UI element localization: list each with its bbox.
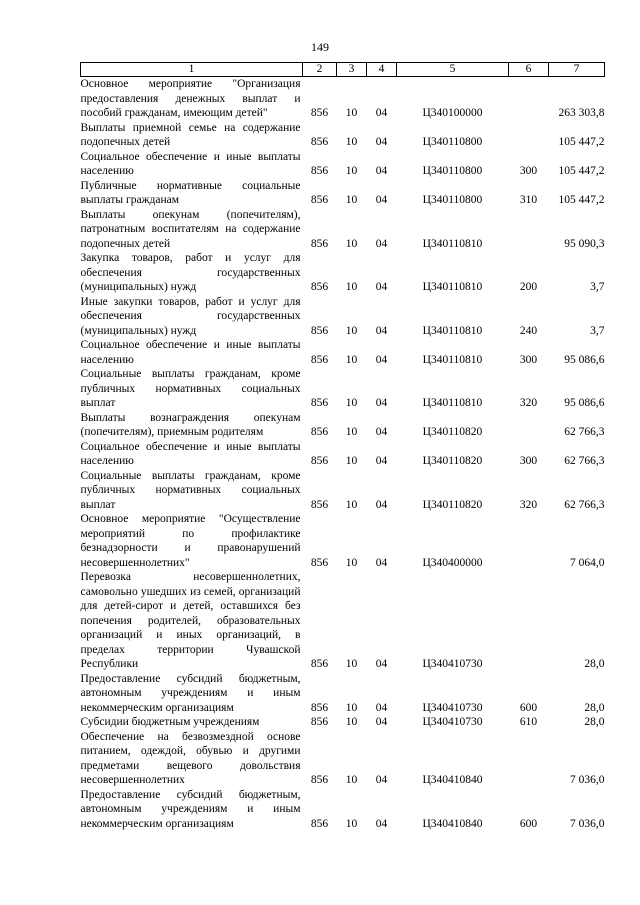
- table-row: [81, 512, 605, 570]
- table-row: [81, 295, 605, 339]
- table-row: [81, 730, 605, 788]
- table-row: [81, 251, 605, 295]
- expense-type-code: 200: [519, 281, 538, 293]
- target-article-code: Ц340110820: [422, 498, 483, 511]
- target-article-code: Ц340410730: [422, 716, 483, 728]
- admin-code: 856: [310, 774, 329, 786]
- table-row: [81, 208, 605, 252]
- table-row: [81, 715, 605, 730]
- column-header-6: 6: [509, 63, 549, 77]
- row-name: Социальное обеспечение и иные выплаты населению: [80, 150, 301, 177]
- expense-type-code: 310: [519, 194, 538, 206]
- admin-code: 856: [310, 817, 329, 830]
- admin-code: 856: [310, 397, 329, 409]
- section-code: 10: [345, 701, 358, 714]
- expense-type-code: 300: [519, 455, 538, 467]
- row-name: Выплаты приемной семье на содержание подопечных детей: [80, 121, 301, 148]
- subsection-code: 04: [375, 774, 388, 786]
- row-name: Основное мероприятие "Осуществление мероприятий по профилактике безнадзорности и правонарушений несовершеннолетних": [80, 513, 301, 569]
- target-article-code: Ц340110800: [422, 136, 483, 148]
- table-row: [81, 440, 605, 469]
- column-header-2: 2: [303, 63, 337, 77]
- row-name: Перевозка несовершеннолетних, самовольно ушедших из семей, организаций для детей-сирот и детей, оставшихся без попечения родителей, образовательных организаций и иных организаций, в пределах территории Чувашской Республики: [80, 571, 301, 670]
- column-header-1: 1: [81, 63, 303, 77]
- column-header-3: 3: [337, 63, 367, 77]
- column-header-7: 7: [549, 63, 605, 77]
- target-article-code: Ц340110820: [422, 426, 483, 438]
- column-header-5: 5: [397, 63, 509, 77]
- admin-code: 856: [310, 237, 329, 250]
- subsection-code: 04: [375, 716, 388, 728]
- subsection-code: 04: [375, 353, 388, 366]
- page-number: 149: [311, 40, 329, 54]
- amount-value: 7 036,0: [570, 774, 605, 786]
- expense-type-code: 240: [519, 324, 538, 337]
- expense-type-code: [509, 208, 549, 252]
- section-code: 10: [345, 716, 358, 728]
- expense-type-code: 300: [519, 353, 538, 366]
- admin-code: 856: [310, 658, 329, 670]
- expense-type-code: [509, 77, 549, 121]
- row-name: Обеспечение на безвозмездной основе питанием, одеждой, обувью и другими предметами вещевого довольствия несовершеннолетних: [80, 730, 301, 786]
- admin-code: 856: [310, 324, 329, 337]
- admin-code: 856: [310, 556, 329, 569]
- row-name: Предоставление субсидий бюджетным, автономным учреждениям и иным некоммерческим организациям: [80, 672, 301, 714]
- section-code: 10: [345, 165, 358, 177]
- target-article-code: Ц340110810: [422, 324, 483, 337]
- admin-code: 856: [310, 498, 329, 511]
- section-code: 10: [345, 281, 358, 293]
- subsection-code: 04: [375, 136, 388, 148]
- subsection-code: 04: [375, 817, 388, 830]
- table-row: [81, 150, 605, 179]
- amount-value: 62 766,3: [564, 498, 605, 511]
- table-row: [81, 570, 605, 672]
- amount-value: 28,0: [584, 658, 605, 670]
- target-article-code: Ц340110820: [422, 455, 483, 467]
- section-code: 10: [345, 194, 358, 206]
- amount-value: 28,0: [584, 701, 605, 714]
- target-article-code: Ц340400000: [422, 556, 483, 569]
- expense-type-code: [509, 730, 549, 788]
- admin-code: 856: [310, 281, 329, 293]
- expense-type-code: [509, 121, 549, 150]
- target-article-code: Ц340110810: [422, 281, 483, 293]
- expense-type-code: 300: [519, 165, 538, 177]
- target-article-code: Ц340110800: [422, 194, 483, 206]
- subsection-code: 04: [375, 194, 388, 206]
- section-code: 10: [345, 455, 358, 467]
- target-article-code: Ц340100000: [422, 107, 483, 119]
- target-article-code: Ц340410730: [422, 658, 483, 670]
- row-name: Социальное обеспечение и иные выплаты населению: [80, 440, 301, 467]
- row-name: Иные закупки товаров, работ и услуг для обеспечения государственных (муниципальных) нужд: [80, 295, 301, 337]
- table-row: [81, 121, 605, 150]
- table-row: [81, 367, 605, 411]
- admin-code: 856: [310, 353, 329, 366]
- target-article-code: Ц340110810: [422, 237, 483, 250]
- admin-code: 856: [310, 716, 329, 728]
- amount-value: 105 447,2: [558, 165, 605, 177]
- admin-code: 856: [310, 455, 329, 467]
- section-code: 10: [345, 774, 358, 786]
- table-header-row: [81, 63, 605, 77]
- amount-value: 95 086,6: [564, 353, 605, 366]
- table-row: [81, 672, 605, 716]
- subsection-code: 04: [375, 237, 388, 250]
- row-name: Выплаты опекунам (попечителям), патронатным воспитателям на содержание подопечных детей: [80, 208, 301, 250]
- amount-value: 3,7: [590, 281, 605, 293]
- expense-type-code: [509, 570, 549, 672]
- subsection-code: 04: [375, 281, 388, 293]
- section-code: 10: [345, 237, 358, 250]
- amount-value: 95 090,3: [564, 237, 605, 250]
- target-article-code: Ц340110800: [422, 165, 483, 177]
- target-article-code: Ц340110810: [422, 353, 483, 366]
- section-code: 10: [345, 107, 358, 119]
- subsection-code: 04: [375, 165, 388, 177]
- section-code: 10: [345, 353, 358, 366]
- subsection-code: 04: [375, 455, 388, 467]
- subsection-code: 04: [375, 701, 388, 714]
- target-article-code: Ц340410840: [422, 774, 483, 786]
- row-name: Социальные выплаты гражданам, кроме публичных нормативных социальных выплат: [80, 368, 301, 409]
- expense-type-code: 320: [519, 397, 538, 409]
- amount-value: 7 064,0: [570, 556, 605, 569]
- subsection-code: 04: [375, 658, 388, 670]
- section-code: 10: [345, 556, 358, 569]
- admin-code: 856: [310, 194, 329, 206]
- row-name: Основное мероприятие "Организация предоставления денежных выплат и пособий гражданам, имеющим детей": [80, 78, 301, 119]
- amount-value: 95 086,6: [564, 397, 605, 409]
- target-article-code: Ц340410840: [422, 817, 483, 830]
- table-row: [81, 77, 605, 121]
- section-code: 10: [345, 426, 358, 438]
- column-header-4: 4: [367, 63, 397, 77]
- subsection-code: 04: [375, 107, 388, 119]
- admin-code: 856: [310, 426, 329, 438]
- amount-value: 263 303,8: [558, 107, 605, 119]
- section-code: 10: [345, 817, 358, 830]
- row-name: Публичные нормативные социальные выплаты гражданам: [80, 179, 301, 206]
- row-name: Социальные выплаты гражданам, кроме публичных нормативных социальных выплат: [80, 469, 301, 511]
- subsection-code: 04: [375, 426, 388, 438]
- subsection-code: 04: [375, 498, 388, 511]
- table-row: [81, 411, 605, 440]
- admin-code: 856: [310, 107, 329, 119]
- admin-code: 856: [310, 165, 329, 177]
- expense-type-code: [509, 512, 549, 570]
- row-name: Предоставление субсидий бюджетным, автономным учреждениям и иным некоммерческим организациям: [80, 788, 301, 830]
- section-code: 10: [345, 658, 358, 670]
- target-article-code: Ц340410730: [422, 701, 483, 714]
- section-code: 10: [345, 397, 358, 409]
- subsection-code: 04: [375, 397, 388, 409]
- admin-code: 856: [310, 701, 329, 714]
- budget-table: [80, 62, 605, 831]
- amount-value: 7 036,0: [570, 817, 605, 830]
- expense-type-code: [509, 411, 549, 440]
- row-name: Субсидии бюджетным учреждениям: [80, 716, 260, 728]
- row-name: Социальное обеспечение и иные выплаты населению: [80, 339, 301, 366]
- table-body: [81, 77, 605, 832]
- row-name: Закупка товаров, работ и услуг для обеспечения государственных (муниципальных) нужд: [80, 252, 301, 293]
- row-name: Выплаты вознаграждения опекунам (попечителям), приемным родителям: [80, 411, 301, 438]
- amount-value: 3,7: [590, 324, 605, 337]
- expense-type-code: 600: [519, 817, 538, 830]
- table-row: [81, 179, 605, 208]
- section-code: 10: [345, 498, 358, 511]
- amount-value: 105 447,2: [558, 194, 605, 206]
- amount-value: 105 447,2: [558, 136, 605, 148]
- expense-type-code: 600: [519, 701, 538, 714]
- table-row: [81, 469, 605, 513]
- expense-type-code: 610: [519, 716, 538, 728]
- admin-code: 856: [310, 136, 329, 148]
- subsection-code: 04: [375, 324, 388, 337]
- target-article-code: Ц340110810: [422, 397, 483, 409]
- expense-type-code: 320: [519, 498, 538, 511]
- amount-value: 62 766,3: [564, 455, 605, 467]
- subsection-code: 04: [375, 556, 388, 569]
- amount-value: 62 766,3: [564, 426, 605, 438]
- table-row: [81, 338, 605, 367]
- amount-value: 28,0: [584, 716, 605, 728]
- section-code: 10: [345, 324, 358, 337]
- table-row: [81, 788, 605, 832]
- section-code: 10: [345, 136, 358, 148]
